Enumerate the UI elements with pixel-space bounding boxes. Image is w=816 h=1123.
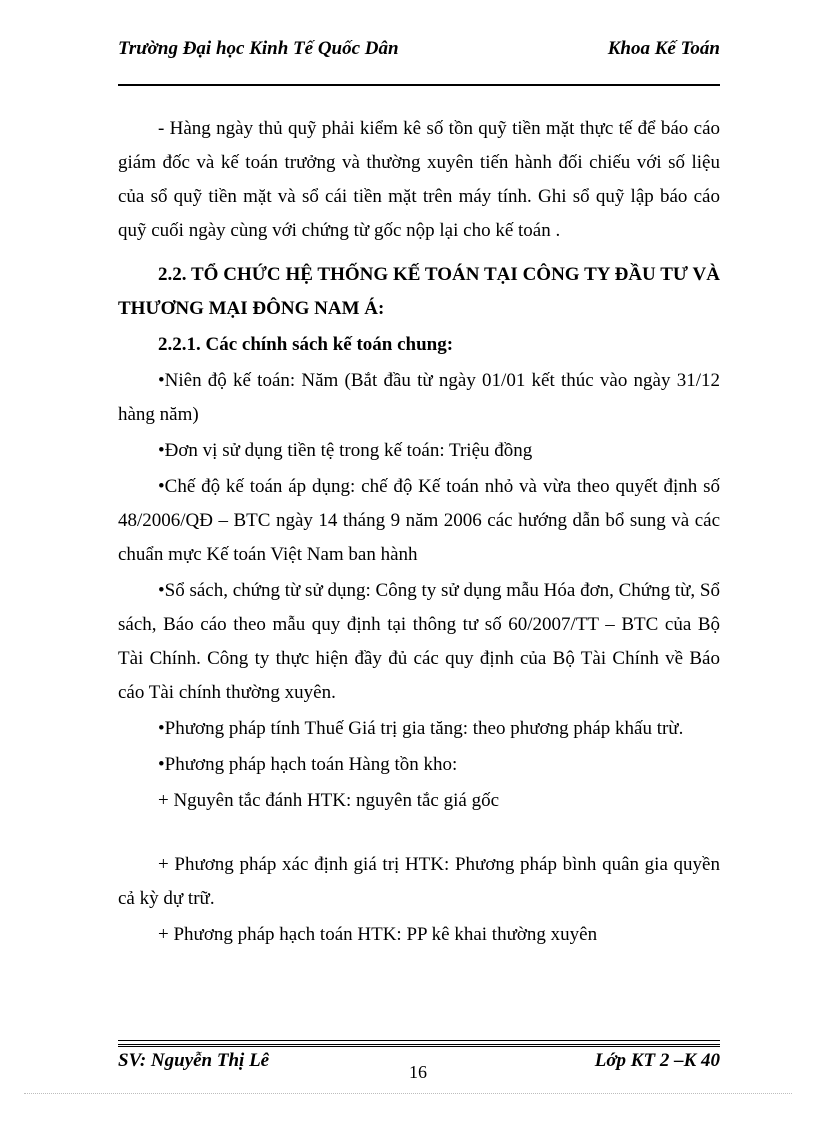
section-heading: 2.2. TỔ CHỨC HỆ THỐNG KẾ TOÁN TẠI CÔNG TY ĐẦU TƯ VÀ THƯƠNG MẠI ĐÔNG NAM Á: [118,264,720,319]
document-body [118,112,720,952]
header-university: Trường Đại học Kinh Tế Quốc Dân [118,38,399,59]
page-edge-dots [24,1093,792,1094]
page-header [118,38,720,64]
list-item-currency: •Đơn vị sử dụng tiền tệ trong kế toán: Triệu đồng [158,440,533,461]
list-item-inventory-principle: + Nguyên tắc đánh HTK: nguyên tắc giá gốc [158,790,499,811]
footer-double-divider [118,1044,720,1047]
list-item-inventory-valuation: + Phương pháp xác định giá trị HTK: Phương pháp bình quân gia quyền cả kỳ dự trữ. [118,854,720,909]
footer-class: Lớp KT 2 –K 40 [594,1050,720,1071]
list-item-accounting-regime: •Chế độ kế toán áp dụng: chế độ Kế toán nhỏ và vừa theo quyết định số 48/2006/QĐ – BTC ngày 14 tháng 9 năm 2006 các hướng dẫn bổ sung và các chuẩn mực Kế toán Việt Nam ban hành [118,476,720,565]
footer-student: SV: Nguyễn Thị Lê [118,1050,270,1071]
paragraph-cash-check: - Hàng ngày thủ quỹ phải kiểm kê số tồn quỹ tiền mặt thực tế để báo cáo giám đốc và kế toán trưởng và thường xuyên tiến hành đối chiếu với số liệu của sổ quỹ tiền mặt và sổ cái tiền mặt trên máy tính. Ghi sổ quỹ lập báo cáo quỹ cuối ngày cùng với chứng từ gốc nộp lại cho kế toán . [118,118,720,241]
list-item-fiscal-year: •Niên độ kế toán: Năm (Bắt đầu từ ngày 01/01 kết thúc vào ngày 31/12 hàng năm) [118,370,720,425]
page-number: 16 [409,1062,427,1082]
header-faculty: Khoa Kế Toán [607,38,720,59]
subsection-heading: 2.2.1. Các chính sách kế toán chung: [158,334,454,355]
list-item-books-documents: •Sổ sách, chứng từ sử dụng: Công ty sử dụng mẫu Hóa đơn, Chứng từ, Sổ sách, Báo cáo theo mẫu quy định tại thông tư số 60/2007/TT – BTC của Bộ Tài Chính. Công ty thực hiện đầy đủ các quy định của Bộ Tài Chính về Báo cáo Tài chính thường xuyên. [118,580,720,703]
footer-divider [118,1040,720,1041]
list-item-inventory-accounting: + Phương pháp hạch toán HTK: PP kê khai thường xuyên [158,924,598,945]
header-divider [118,84,720,86]
list-item-inventory-method: •Phương pháp hạch toán Hàng tồn kho: [158,754,458,775]
list-item-vat-method: •Phương pháp tính Thuế Giá trị gia tăng: theo phương pháp khấu trừ. [158,718,684,739]
blank-line [118,818,720,846]
